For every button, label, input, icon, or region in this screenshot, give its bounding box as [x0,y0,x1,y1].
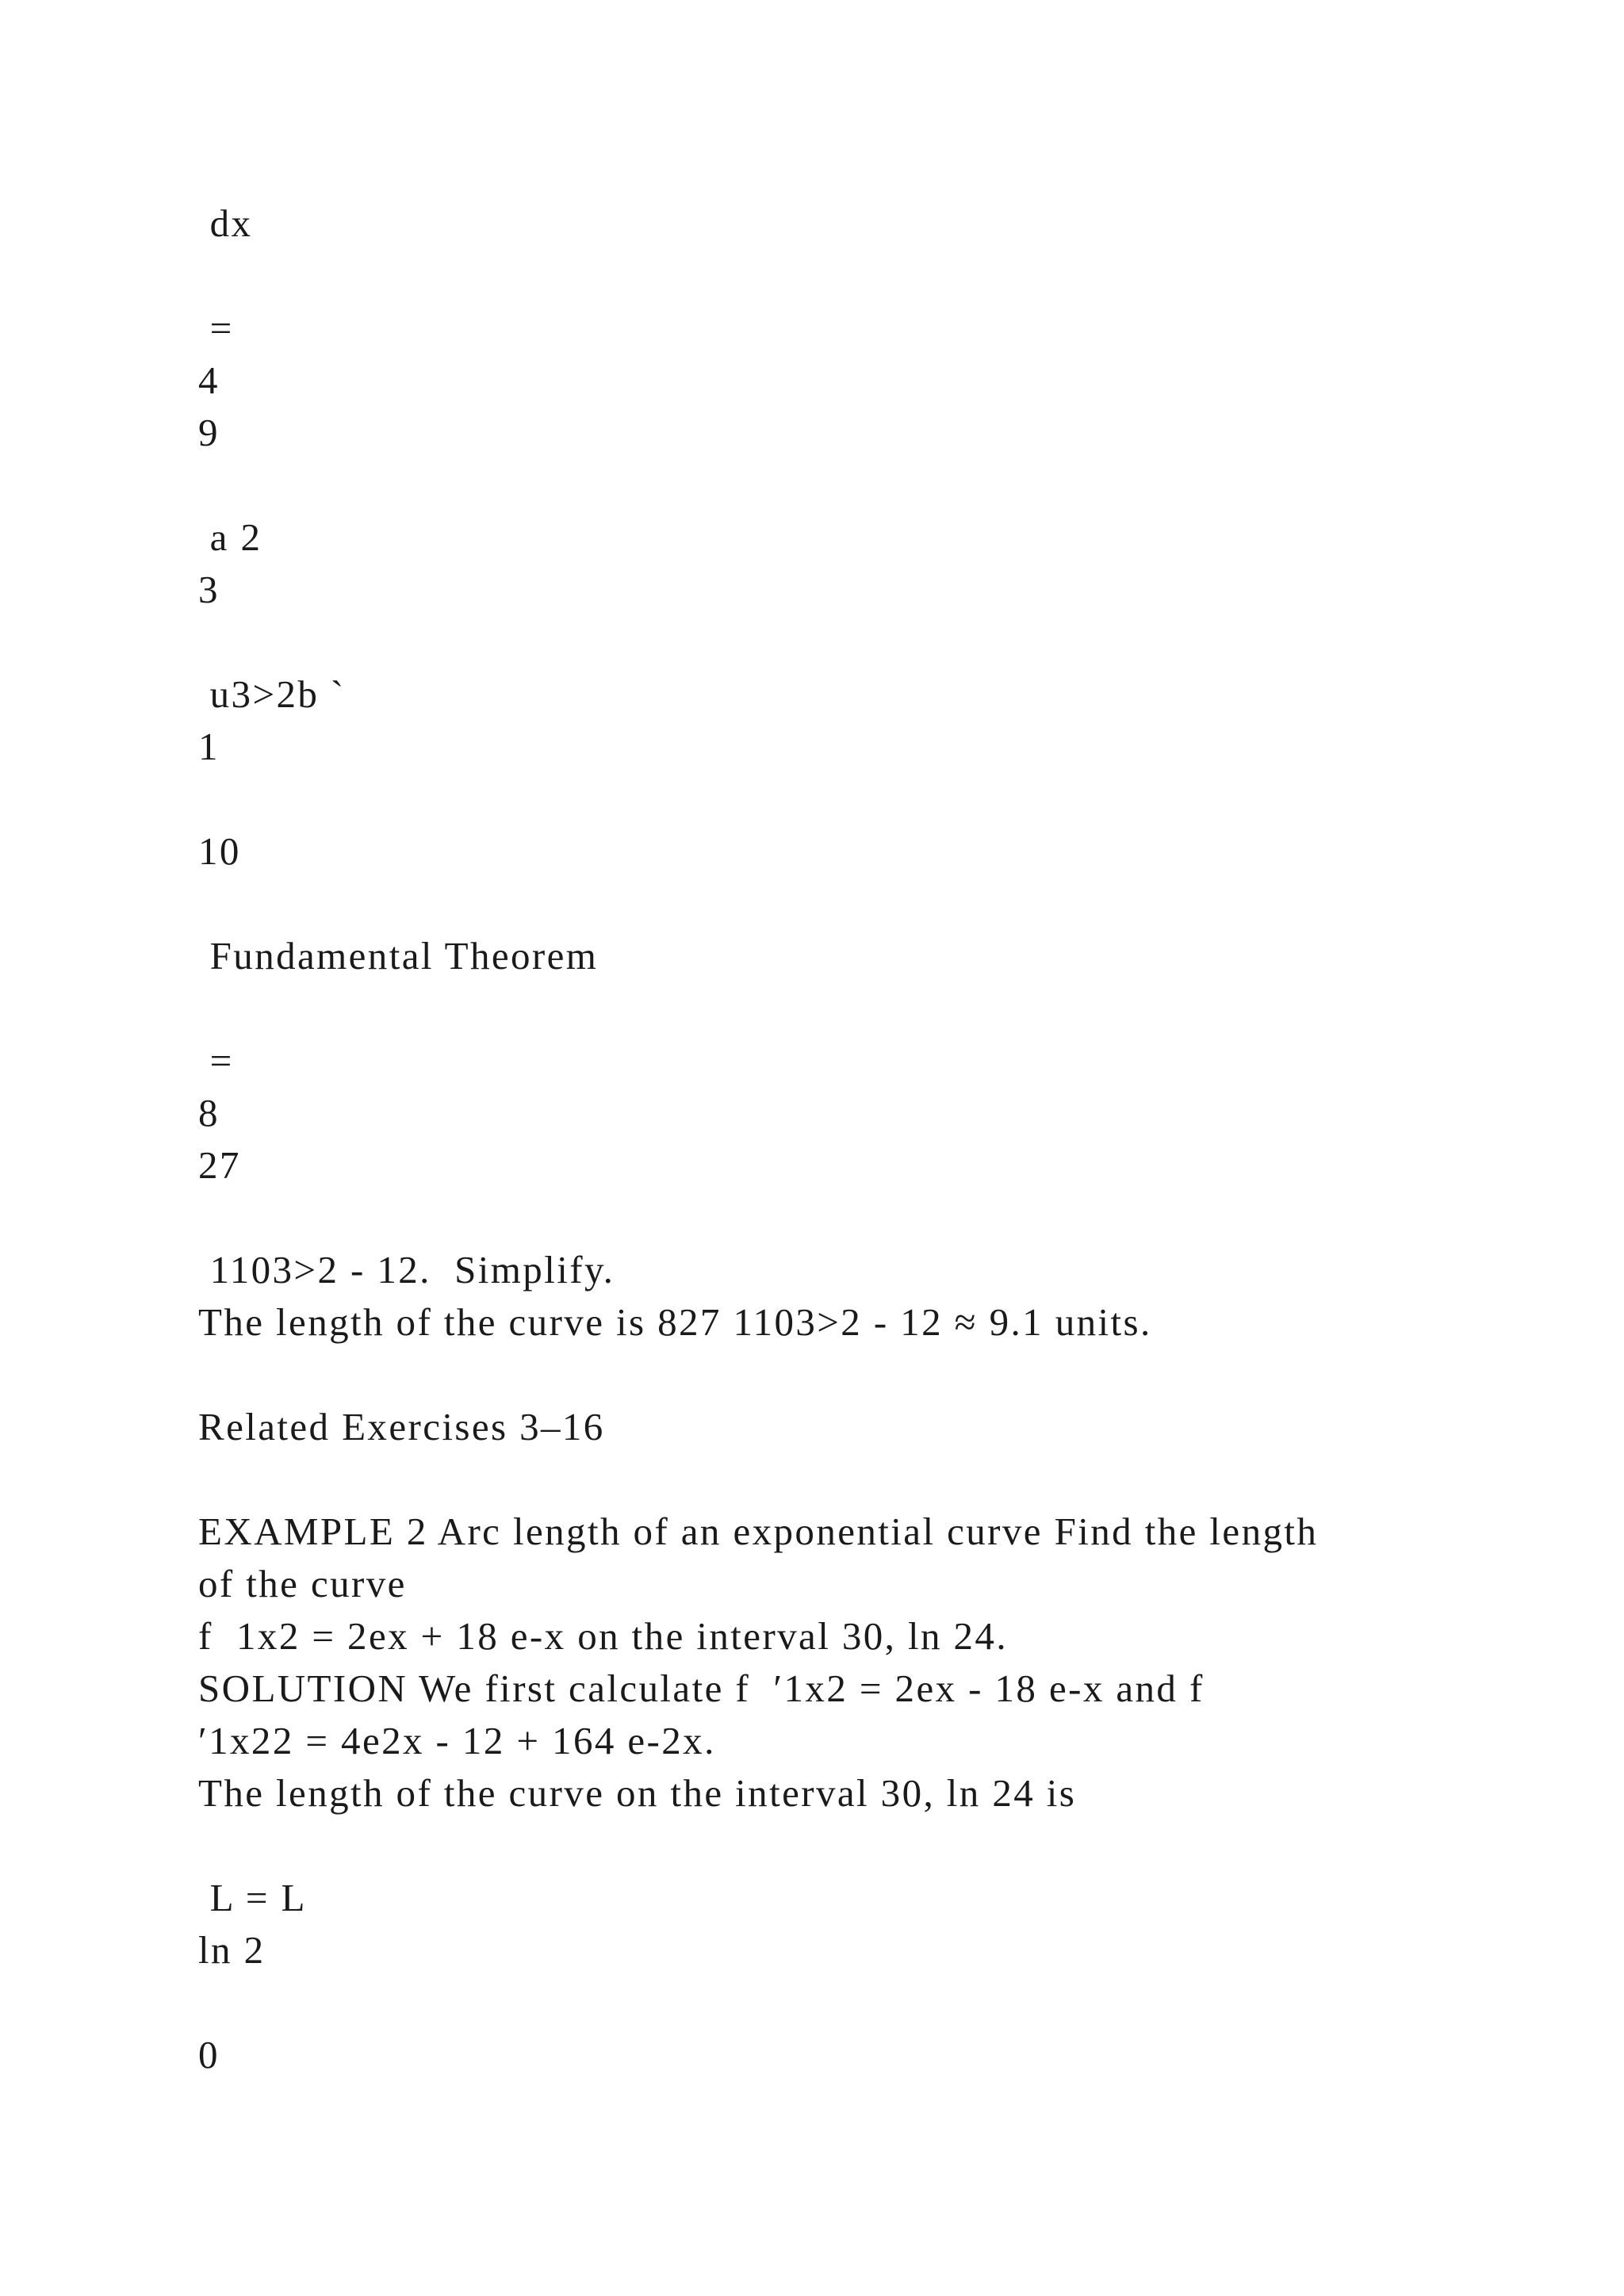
text-line: = [198,306,234,350]
text-line: dx [198,201,253,245]
text-line: 10 [198,829,241,873]
example-heading: EXAMPLE 2 Arc length of an exponential curve Find the length [198,1510,1319,1553]
text-line: 8 [198,1091,220,1135]
text-line: = [198,1039,234,1082]
text-line: L = L [198,1876,307,1919]
related-exercises: Related Exercises 3–16 [198,1405,605,1448]
text-line: 3 [198,568,220,611]
text-line: ′1x22 = 4e2x - 12 + 164 e-2x. [198,1719,716,1762]
text-line: f 1x2 = 2ex + 18 e-x on the interval 30, ln 24. [198,1614,1008,1658]
text-line: 1 [198,725,220,768]
text-line: 4 [198,358,220,402]
solution-text: SOLUTION We first calculate f ′1x2 = 2ex - 18 e-x and f [198,1667,1205,1710]
text-line: The length of the curve on the interval 30, ln 24 is [198,1771,1077,1815]
text-line: 27 [198,1143,241,1187]
text-line: 0 [198,2033,220,2076]
section-label: Fundamental Theorem [198,934,599,978]
text-line: ln 2 [198,1928,266,1972]
text-line: a 2 [198,515,262,559]
text-line: of the curve [198,1562,407,1605]
text-line: u3>2b ` [198,672,346,716]
text-line: 9 [198,411,220,454]
text-line: 1103>2 - 12. Simplify. [198,1248,615,1292]
text-line: The length of the curve is 827 1103>2 - 12 ≈ 9.1 units. [198,1300,1152,1344]
